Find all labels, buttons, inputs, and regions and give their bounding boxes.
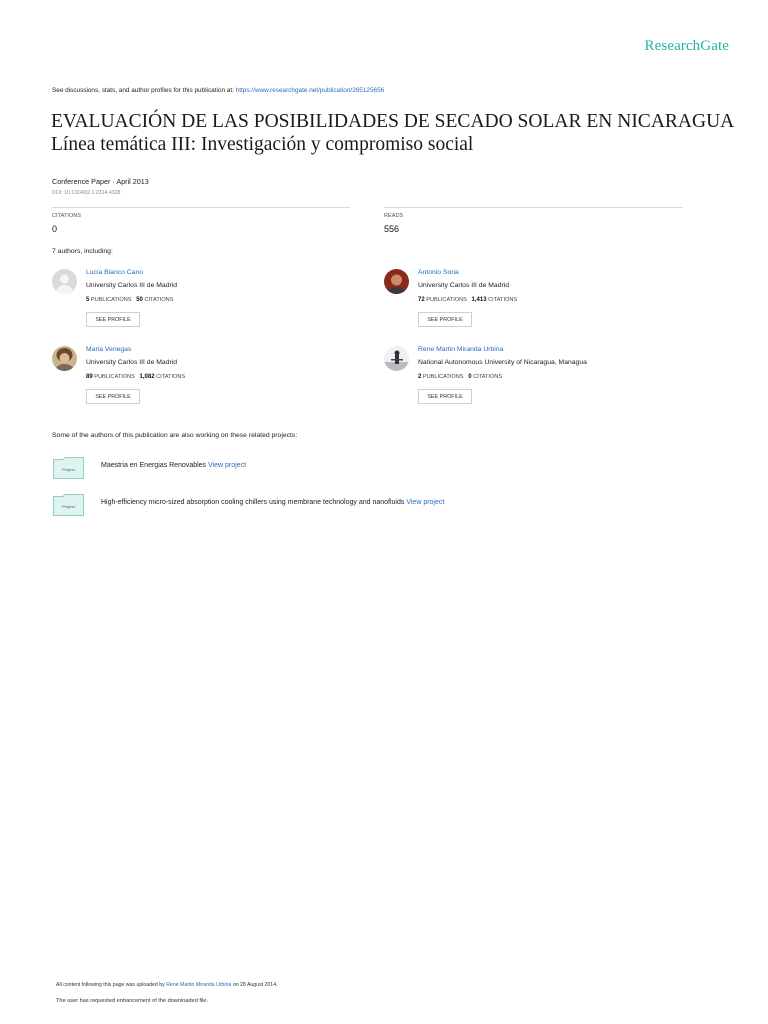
author-card bbox=[52, 346, 352, 416]
citations-count: 0 bbox=[468, 374, 472, 380]
project-title: High-efficiency micro-sized absorption cooling chillers using membrane technology and nanofluids bbox=[101, 499, 405, 506]
folder-label: Project bbox=[62, 504, 75, 509]
reads-label: READS bbox=[384, 213, 404, 219]
upload-note bbox=[56, 982, 278, 988]
folder-icon bbox=[53, 494, 84, 516]
author-card bbox=[384, 346, 684, 416]
title-line-1: EVALUACIÓN DE LAS POSIBILIDADES DE SECADO SOLAR EN NICARAGUA bbox=[51, 111, 735, 132]
author-name[interactable]: Antonio Soria bbox=[418, 269, 459, 276]
see-profile-button[interactable]: SEE PROFILE bbox=[418, 389, 472, 404]
authors-heading: 7 authors, including: bbox=[52, 248, 113, 255]
publications-count: 5 bbox=[86, 297, 90, 303]
doi: DOI: 10.13140/2.1.2314.4328 bbox=[52, 190, 121, 196]
upload-suffix: on 28 August 2014. bbox=[232, 982, 278, 988]
project-title: Maestria en Energias Renovables bbox=[101, 462, 207, 469]
citations-label: CITATIONS bbox=[144, 297, 174, 303]
citations-count: 1,082 bbox=[139, 374, 155, 380]
citations-label: CITATIONS bbox=[52, 213, 82, 219]
title-line-2: Línea temática III: Investigación y compromiso social bbox=[51, 134, 474, 155]
project-row bbox=[53, 494, 553, 520]
avatar[interactable] bbox=[384, 269, 409, 294]
publications-label: PUBLICATIONS bbox=[90, 297, 132, 303]
author-name[interactable]: Rene Martin Miranda Urbina bbox=[418, 346, 504, 353]
author-card bbox=[52, 269, 352, 339]
citations-count: 50 bbox=[136, 297, 143, 303]
avatar[interactable] bbox=[384, 346, 409, 371]
author-stats bbox=[86, 297, 173, 303]
author-institution: University Carlos III de Madrid bbox=[418, 282, 510, 289]
projects-heading: Some of the authors of this publication are also working on these related projects: bbox=[52, 432, 298, 439]
author-institution: University Carlos III de Madrid bbox=[86, 359, 178, 366]
author-name[interactable]: Lucia Blanco Cano bbox=[86, 269, 144, 276]
citations-label: CITATIONS bbox=[488, 297, 518, 303]
discussion-text: See discussions, stats, and author profiles for this publication at: bbox=[52, 87, 234, 94]
citations-value: 0 bbox=[52, 224, 58, 234]
project-row bbox=[53, 457, 553, 483]
author-card bbox=[384, 269, 684, 339]
author-institution: University Carlos III de Madrid bbox=[86, 282, 178, 289]
conference-type: Conference Paper · April 2013 bbox=[52, 177, 149, 186]
citations-count: 1,413 bbox=[471, 297, 487, 303]
avatar[interactable] bbox=[52, 269, 77, 294]
enhancement-note: The user has requested enhancement of the downloaded file. bbox=[56, 998, 209, 1004]
author-name[interactable]: Maria Venegas bbox=[86, 346, 132, 353]
researchgate-logo[interactable]: ResearchGate bbox=[644, 38, 729, 54]
see-profile-button[interactable]: SEE PROFILE bbox=[86, 389, 140, 404]
publication-title bbox=[51, 110, 734, 156]
folder-label: Project bbox=[62, 467, 75, 472]
author-institution: National Autonomous University of Nicaragua, Managua bbox=[418, 359, 587, 366]
project-text bbox=[101, 499, 444, 506]
publications-count: 2 bbox=[418, 374, 422, 380]
publication-link[interactable]: https://www.researchgate.net/publication/265125656 bbox=[235, 87, 385, 94]
divider-left bbox=[52, 207, 350, 208]
divider-right bbox=[384, 207, 683, 208]
publications-label: PUBLICATIONS bbox=[94, 374, 135, 380]
publications-count: 89 bbox=[86, 374, 93, 380]
author-stats bbox=[418, 297, 517, 303]
view-project-link[interactable]: View project bbox=[406, 499, 445, 506]
see-profile-button[interactable]: SEE PROFILE bbox=[418, 312, 472, 327]
avatar[interactable] bbox=[52, 346, 77, 371]
publications-label: PUBLICATIONS bbox=[422, 374, 464, 380]
citations-label: CITATIONS bbox=[156, 374, 186, 380]
author-stats bbox=[86, 374, 185, 380]
reads-value: 556 bbox=[384, 224, 400, 234]
discussion-line bbox=[52, 87, 384, 94]
folder-icon bbox=[53, 457, 84, 479]
publications-count: 72 bbox=[418, 297, 425, 303]
publications-label: PUBLICATIONS bbox=[426, 297, 467, 303]
see-profile-button[interactable]: SEE PROFILE bbox=[86, 312, 140, 327]
author-stats bbox=[418, 374, 502, 380]
view-project-link[interactable]: View project bbox=[208, 462, 247, 469]
project-text bbox=[101, 462, 246, 469]
upload-prefix: All content following this page was uploaded by bbox=[56, 982, 165, 988]
citations-label: CITATIONS bbox=[473, 374, 503, 380]
uploader-link[interactable]: René Martin Miranda Urbina bbox=[166, 982, 232, 988]
